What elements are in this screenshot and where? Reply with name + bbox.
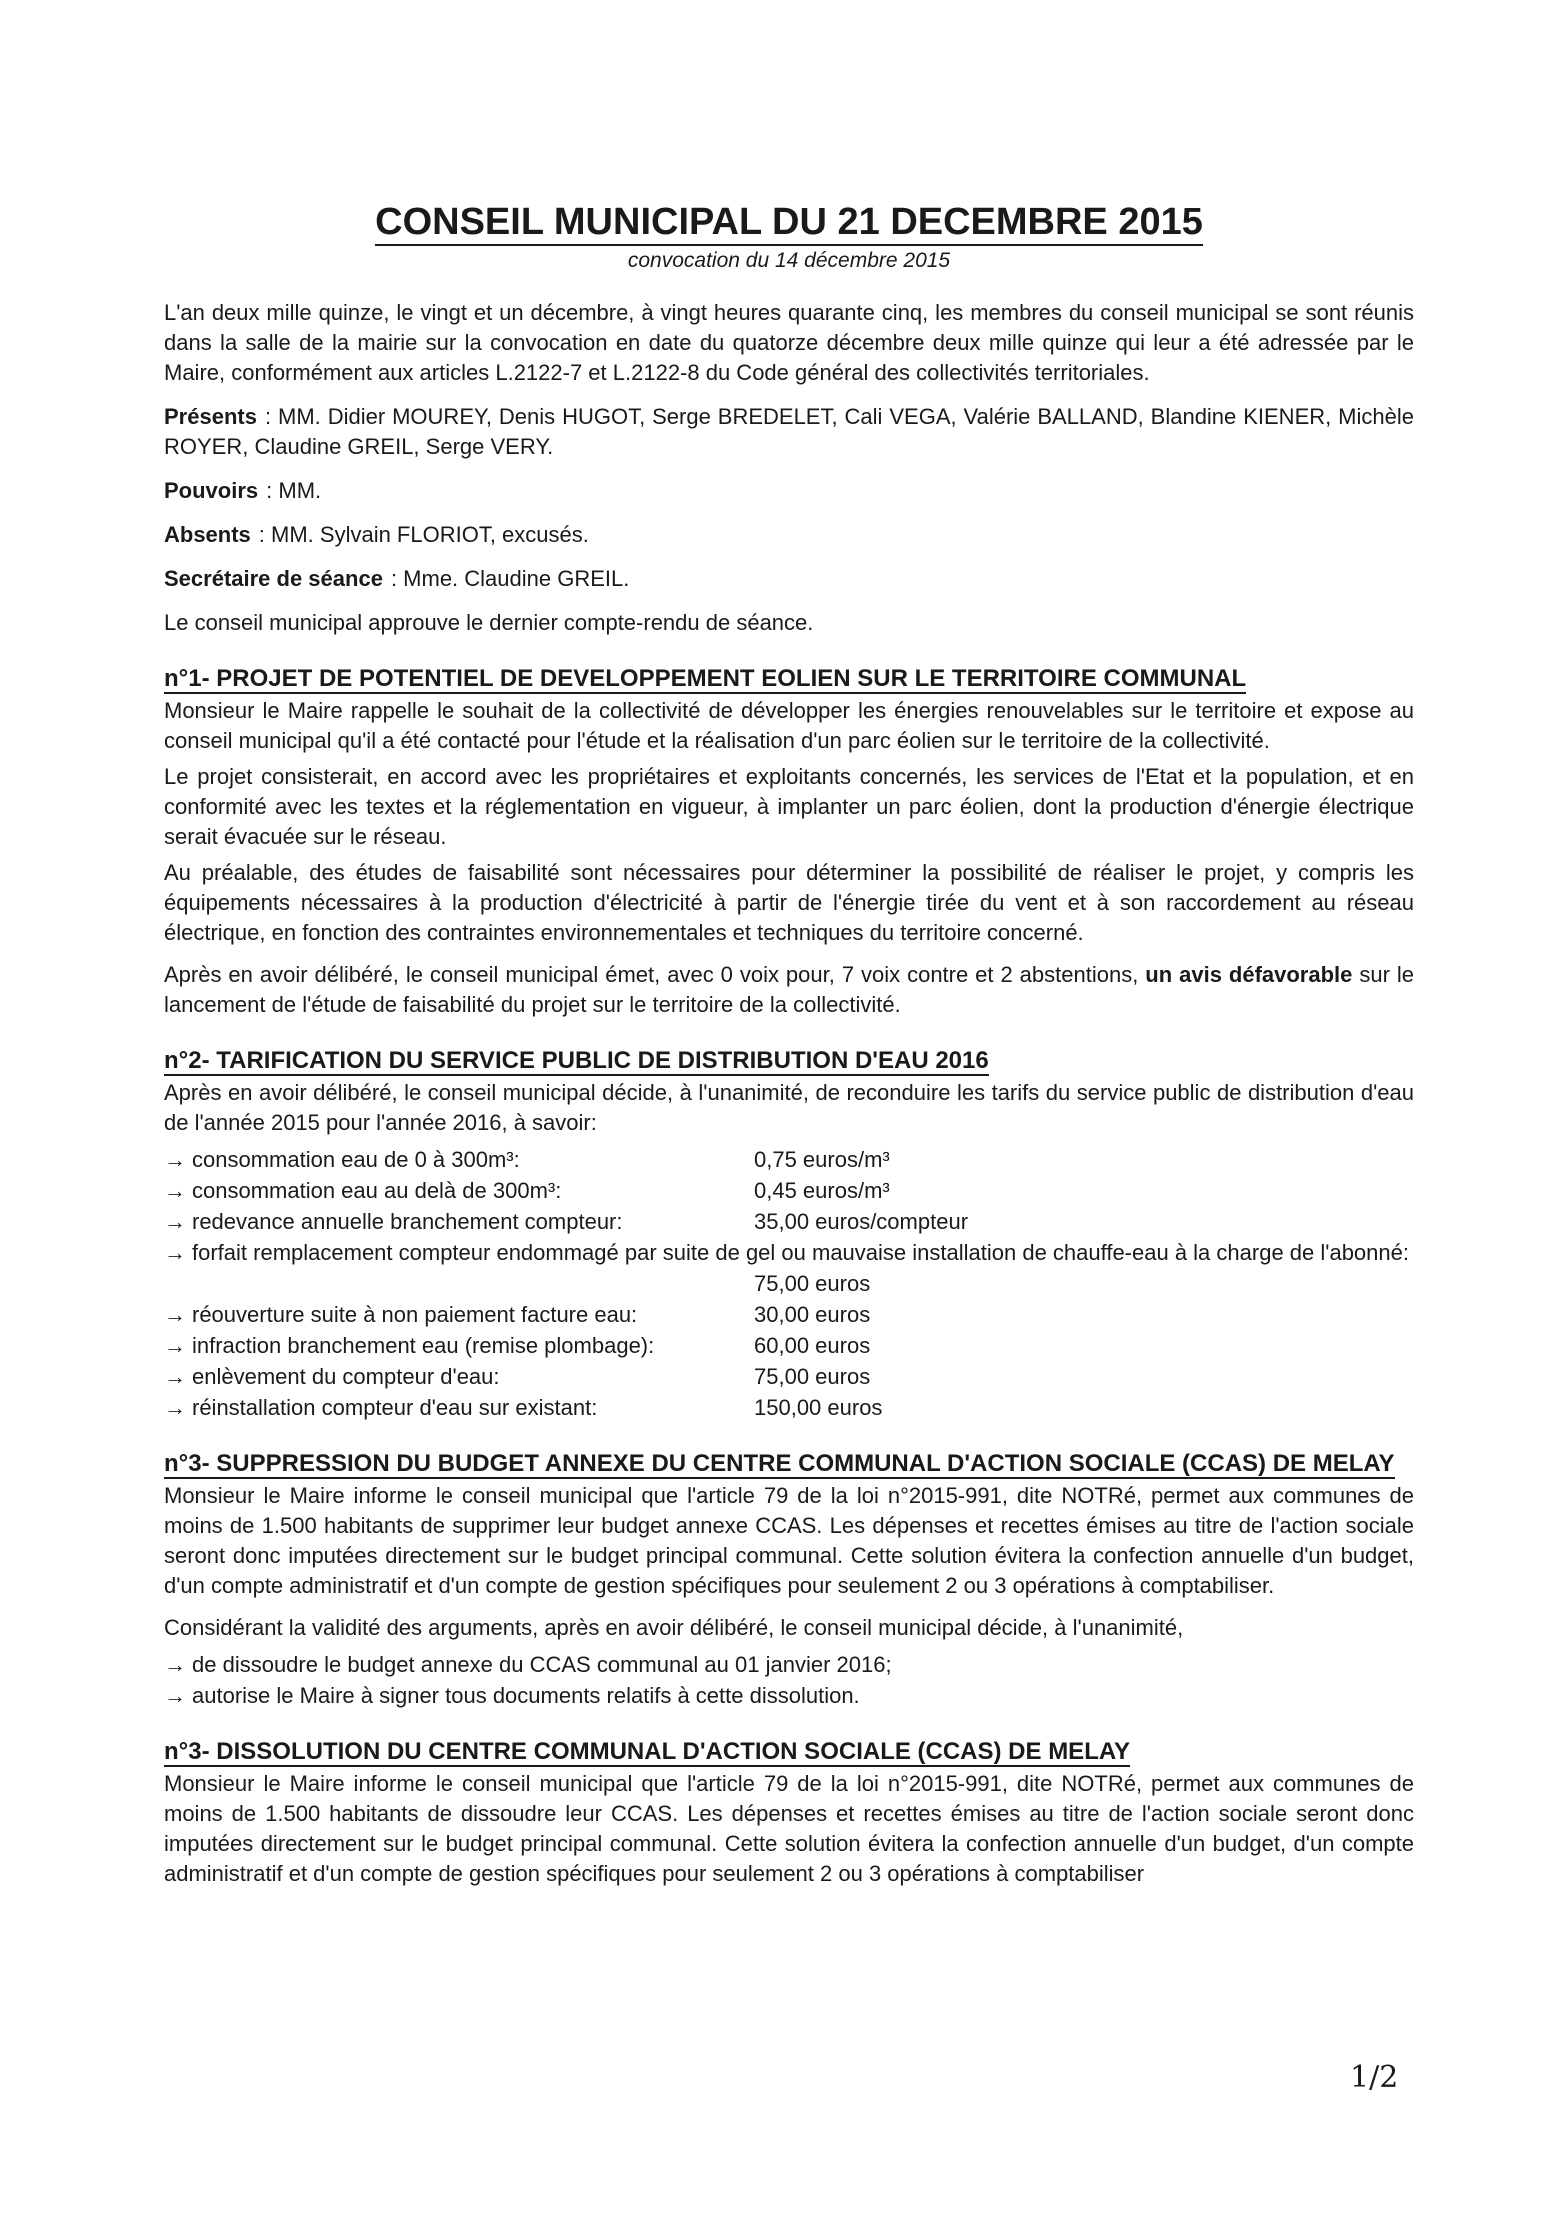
absents-label: Absents — [164, 522, 251, 547]
tariff-row: → infraction branchement eau (remise plombage): 60,00 euros — [164, 1330, 1414, 1361]
arrow-right-icon: → — [164, 1683, 186, 1708]
absents-value: : MM. Sylvain FLORIOT, excusés. — [258, 522, 589, 547]
secretaire-line — [164, 564, 1414, 594]
section-tarification — [164, 1046, 1414, 1423]
arrow-right-icon: → — [164, 1209, 186, 1234]
approval-line: Le conseil municipal approuve le dernier compte-rendu de séance. — [164, 610, 814, 635]
section-dissolution-title: n°3- DISSOLUTION DU CENTRE COMMUNAL D'ACTION SOCIALE (CCAS) DE MELAY — [164, 1738, 1130, 1765]
presents-value: : MM. Didier MOUREY, Denis HUGOT, Serge BREDELET, Cali VEGA, Valérie BALLAND, Blandine KIENER, Michèle ROYER, Claudine GREIL, Serge VERY. — [164, 404, 1414, 459]
tariff-list — [164, 1144, 1414, 1423]
tariff-row: → enlèvement du compteur d'eau: 75,00 euros — [164, 1361, 1414, 1392]
tariff-forfait-value: 75,00 euros — [754, 1271, 871, 1296]
presents-label: Présents — [164, 404, 257, 429]
tariff-row: → réouverture suite à non paiement facture eau: 30,00 euros — [164, 1299, 1414, 1330]
arrow-right-icon: → — [164, 1652, 186, 1677]
arrow-right-icon: → — [164, 1178, 186, 1203]
tariff-forfait-label: → forfait remplacement compteur endommagé par suite de gel ou mauvaise installation de chauffe-eau à la charge de l'abonné: — [164, 1237, 1414, 1268]
document-content — [164, 200, 1414, 1895]
section-suppression-title: n°3- SUPPRESSION DU BUDGET ANNEXE DU CENTRE COMMUNAL D'ACTION SOCIALE (CCAS) DE MELAY — [164, 1450, 1395, 1477]
section-eolien-paragraph-2: Le projet consisterait, en accord avec les propriétaires et exploitants concernés, les services de l'Etat et la population, et en conformité avec les textes et la réglementation en vigueur, à implanter un parc éolien, dont la production d'énergie électrique serait évacuée sur le réseau. — [164, 764, 1414, 849]
secretaire-value: : Mme. Claudine GREIL. — [390, 566, 630, 591]
section-eolien-decision: Après en avoir délibéré, le conseil municipal émet, avec 0 voix pour, 7 voix contre et 2 abstentions, un avis défavorable sur le lancement de l'étude de faisabilité du projet sur le territoire de la collectivité. — [164, 962, 1414, 1017]
section-eolien-paragraph-3: Au préalable, des études de faisabilité sont nécessaires pour déterminer la possibilité de réaliser le projet, y compris les équipements nécessaires à la production d'électricité à partir de l'énergie tirée du vent et à son raccordement au réseau électrique, en fonction des contraintes environnementales et techniques du territoire concerné. — [164, 860, 1414, 945]
section-eolien-paragraph-1: Monsieur le Maire rappelle le souhait de la collectivité de développer les énergies renouvelables sur le territoire et expose au conseil municipal qu'il a été contacté pour l'étude et la réalisation d'un parc éolien sur le territoire de la collectivité. — [164, 698, 1414, 753]
arrow-right-icon: → — [164, 1364, 186, 1389]
arrow-right-icon: → — [164, 1302, 186, 1327]
tariff-row — [164, 1268, 1414, 1299]
section-suppression-paragraph-2: Considérant la validité des arguments, après en avoir délibéré, le conseil municipal décide, à l'unanimité, — [164, 1615, 1184, 1640]
intro-paragraph: L'an deux mille quinze, le vingt et un décembre, à vingt heures quarante cinq, les membres du conseil municipal se sont réunis dans la salle de la mairie sur la convocation en date du quatorze décembre deux mille quinze qui leur a été adressée par le Maire, conformément aux articles L.2122-7 et L.2122-8 du Code général des collectivités territoriales. — [164, 300, 1414, 385]
section-eolien — [164, 664, 1414, 1020]
pouvoirs-line — [164, 476, 1414, 506]
tariff-row: → redevance annuelle branchement compteur: 35,00 euros/compteur — [164, 1206, 1414, 1237]
list-item: → autorise le Maire à signer tous documents relatifs à cette dissolution. — [164, 1680, 1414, 1711]
document-subtitle: convocation du 14 décembre 2015 — [627, 249, 951, 272]
pouvoirs-label: Pouvoirs — [164, 478, 259, 503]
section-dissolution-paragraph: Monsieur le Maire informe le conseil municipal que l'article 79 de la loi n°2015-991, dite NOTRé, permet aux communes de moins de 1.500 habitants de dissoudre leur CCAS. Les dépenses et recettes émises au titre de l'action sociale seront donc imputées directement sur le budget principal communal. Cette solution évitera la confection annuelle d'un budget, d'un compte administratif et d'un compte de gestion spécifiques pour seulement 2 ou 3 opérations à comptabiliser — [164, 1771, 1414, 1886]
section-tarification-title: n°2- TARIFICATION DU SERVICE PUBLIC DE DISTRIBUTION D'EAU 2016 — [164, 1047, 989, 1074]
absents-line — [164, 520, 1414, 550]
section-suppression-paragraph-1: Monsieur le Maire informe le conseil municipal que l'article 79 de la loi n°2015-991, dite NOTRé, permet aux communes de moins de 1.500 habitants de supprimer leur budget annexe CCAS. Les dépenses et recettes émises au titre de l'action sociale seront donc imputées directement sur le budget principal communal. Cette solution évitera la confection annuelle d'un budget, d'un compte administratif et d'un compte de gestion spécifiques pour seulement 2 ou 3 opérations à comptabiliser. — [164, 1483, 1414, 1598]
presents-line — [164, 402, 1414, 462]
arrow-right-icon: → — [164, 1240, 186, 1265]
section-dissolution — [164, 1737, 1414, 1889]
pouvoirs-value: : MM. — [266, 478, 322, 503]
section-tarification-intro: Après en avoir délibéré, le conseil municipal décide, à l'unanimité, de reconduire les tarifs du service public de distribution d'eau de l'année 2015 pour l'année 2016, à savoir: — [164, 1080, 1414, 1135]
section-suppression-budget — [164, 1449, 1414, 1711]
arrow-right-icon: → — [164, 1395, 186, 1420]
secretaire-label: Secrétaire de séance — [164, 566, 383, 591]
arrow-right-icon: → — [164, 1333, 186, 1358]
list-item: → de dissoudre le budget annexe du CCAS communal au 01 janvier 2016; — [164, 1649, 1414, 1680]
page-number: 1/2 — [1350, 2060, 1399, 2095]
tariff-row: → consommation eau au delà de 300m³: 0,45 euros/m³ — [164, 1175, 1414, 1206]
tariff-row: → réinstallation compteur d'eau sur existant: 150,00 euros — [164, 1392, 1414, 1423]
tariff-row: → consommation eau de 0 à 300m³: 0,75 euros/m³ — [164, 1144, 1414, 1175]
section-eolien-title: n°1- PROJET DE POTENTIEL DE DEVELOPPEMENT EOLIEN SUR LE TERRITOIRE COMMUNAL — [164, 665, 1247, 692]
document-title: CONSEIL MUNICIPAL DU 21 DECEMBRE 2015 — [164, 200, 1414, 244]
arrow-right-icon: → — [164, 1147, 186, 1172]
avis-defavorable: un avis défavorable — [1145, 962, 1353, 987]
